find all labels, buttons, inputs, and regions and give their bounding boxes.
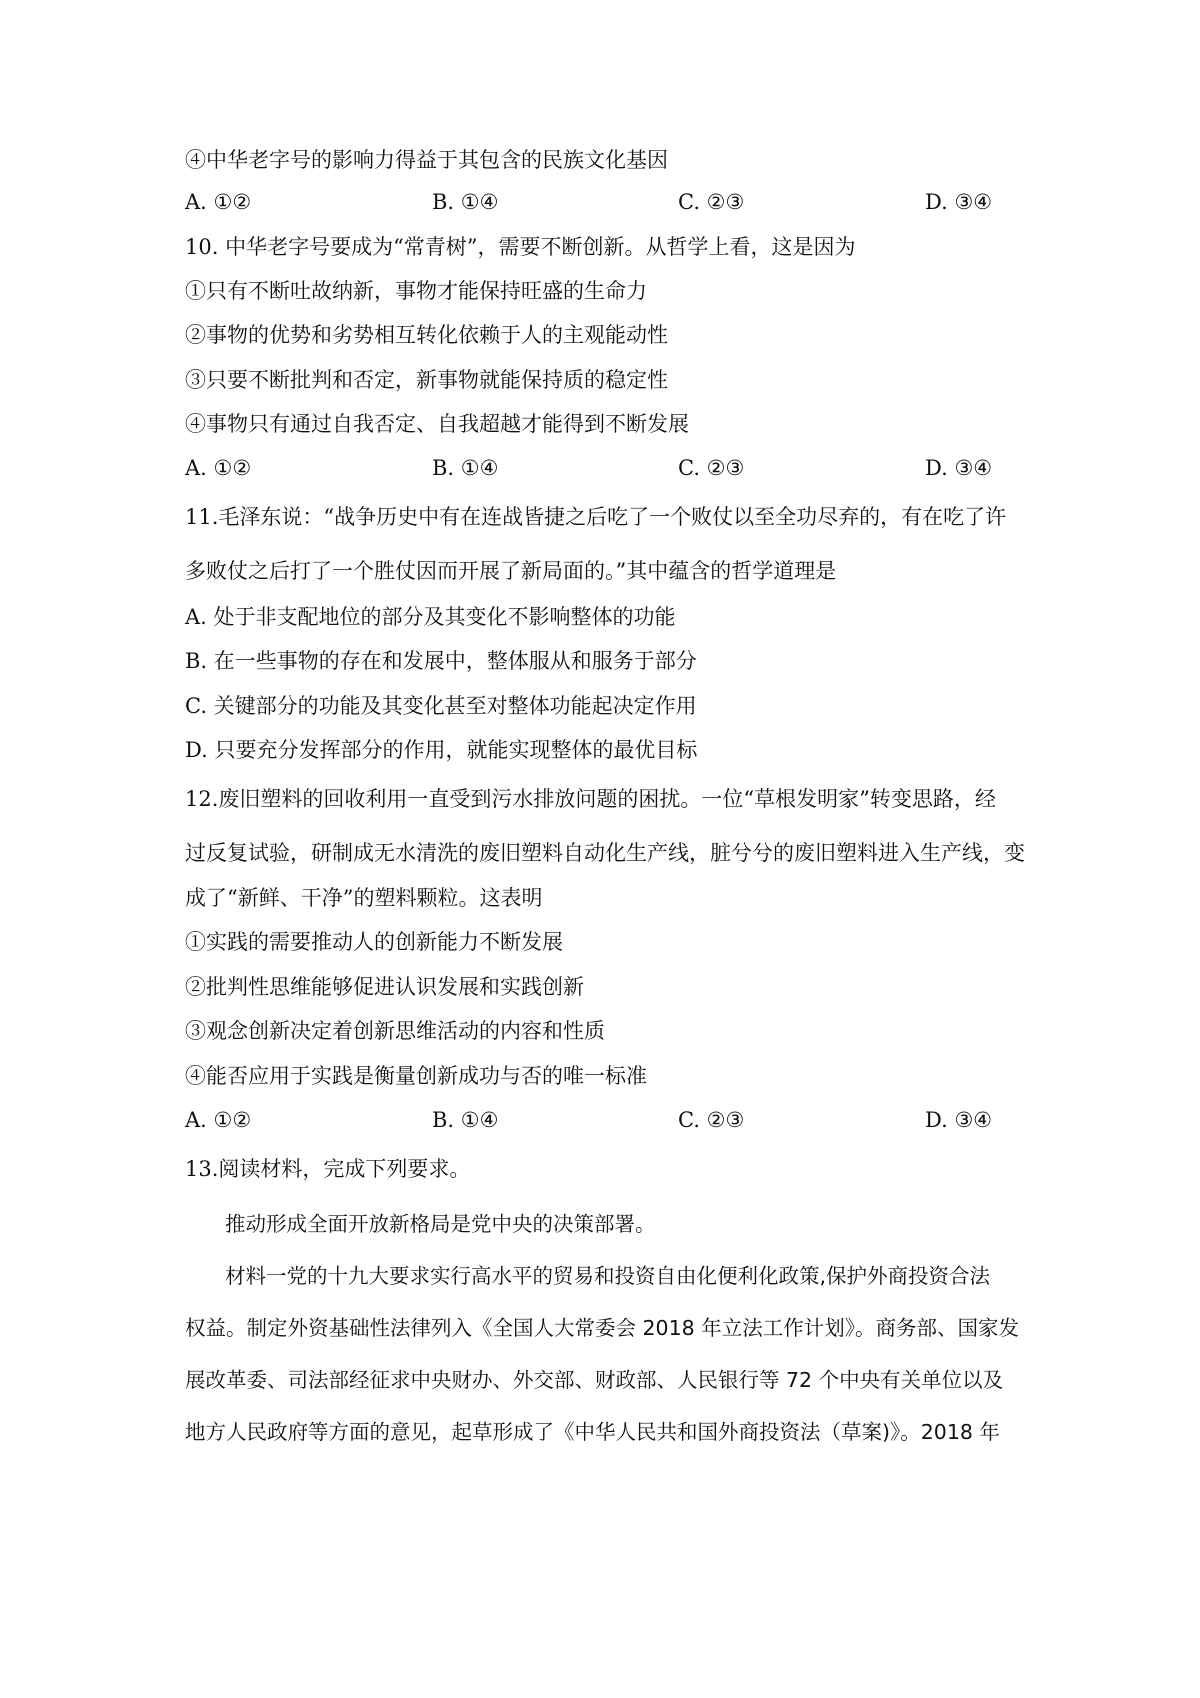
q12-choice-b: B. ①④: [432, 1108, 499, 1132]
q11-choice-d: D. 只要充分发挥部分的作用，就能实现整体的最优目标: [185, 738, 698, 762]
q12-stem-line-3: 成了“新鲜、干净”的塑料颗粒。这表明: [185, 886, 543, 910]
q10-choice-b: B. ①④: [432, 456, 499, 480]
q13-material-line-1: 材料一党的十九大要求实行高水平的贸易和投资自由化便利化政策,保护外商投资合法: [225, 1264, 991, 1288]
q12-choice-d: D. ③④: [925, 1108, 993, 1132]
q13-material-line-4: 地方人民政府等方面的意见，起草形成了《中华人民共和国外商投资法（草案)》。2018 年: [185, 1420, 1000, 1444]
q9-choice-d: D. ③④: [925, 190, 993, 214]
q9-option-4: ④中华老字号的影响力得益于其包含的民族文化基因: [185, 148, 668, 172]
q13-material-line-3: 展改革委、司法部经征求中央财办、外交部、财政部、人民银行等 72 个中央有关单位以及: [185, 1368, 1004, 1392]
q12-stem-line-1: 12.废旧塑料的回收利用一直受到污水排放问题的困扰。一位“草根发明家”转变思路，经: [185, 787, 996, 811]
q10-item-2: ②事物的优势和劣势相互转化依赖于人的主观能动性: [185, 323, 668, 347]
q10-choices: [185, 454, 1065, 482]
q10-item-4: ④事物只有通过自我否定、自我超越才能得到不断发展: [185, 412, 689, 436]
q11-stem-line-2: 多败仗之后打了一个胜仗因而开展了新局面的。”其中蕴含的哲学道理是: [185, 559, 837, 583]
q12-item-3: ③观念创新决定着创新思维活动的内容和性质: [185, 1019, 605, 1043]
q12-item-1: ①实践的需要推动人的创新能力不断发展: [185, 930, 563, 954]
q10-item-1: ①只有不断吐故纳新，事物才能保持旺盛的生命力: [185, 279, 647, 303]
q12-item-2: ②批判性思维能够促进认识发展和实践创新: [185, 975, 584, 999]
q12-choice-a: A. ①②: [185, 1108, 252, 1132]
q13-stem: 13.阅读材料，完成下列要求。: [185, 1157, 471, 1181]
q10-stem: 10. 中华老字号要成为“常青树”，需要不断创新。从哲学上看，这是因为: [185, 235, 856, 259]
q12-choices: [185, 1106, 1065, 1134]
q9-choice-a: A. ①②: [185, 190, 252, 214]
q13-intro: 推动形成全面开放新格局是党中央的决策部署。: [225, 1212, 656, 1236]
q10-item-3: ③只要不断批判和否定，新事物就能保持质的稳定性: [185, 368, 668, 392]
q13-material-line-2: 权益。制定外资基础性法律列入《全国人大常委会 2018 年立法工作计划》。商务部、国家发: [185, 1316, 1019, 1340]
q12-choice-c: C. ②③: [678, 1108, 745, 1132]
q10-choice-d: D. ③④: [925, 456, 993, 480]
q10-choice-c: C. ②③: [678, 456, 745, 480]
q9-choice-b: B. ①④: [432, 190, 499, 214]
q11-stem-line-1: 11.毛泽东说：“战争历史中有在连战皆捷之后吃了一个败仗以至全功尽弃的，有在吃了许: [185, 505, 1007, 529]
q9-choices: [185, 188, 1065, 216]
q12-stem-line-2: 过反复试验，研制成无水清洗的废旧塑料自动化生产线，脏兮兮的废旧塑料进入生产线，变: [185, 841, 1025, 865]
q12-item-4: ④能否应用于实践是衡量创新成功与否的唯一标准: [185, 1064, 647, 1088]
q11-choice-b: B. 在一些事物的存在和发展中，整体服从和服务于部分: [185, 649, 697, 673]
q10-choice-a: A. ①②: [185, 456, 252, 480]
q11-choice-a: A. 处于非支配地位的部分及其变化不影响整体的功能: [185, 605, 676, 629]
q9-choice-c: C. ②③: [678, 190, 745, 214]
q11-choice-c: C. 关键部分的功能及其变化甚至对整体功能起决定作用: [185, 694, 697, 718]
